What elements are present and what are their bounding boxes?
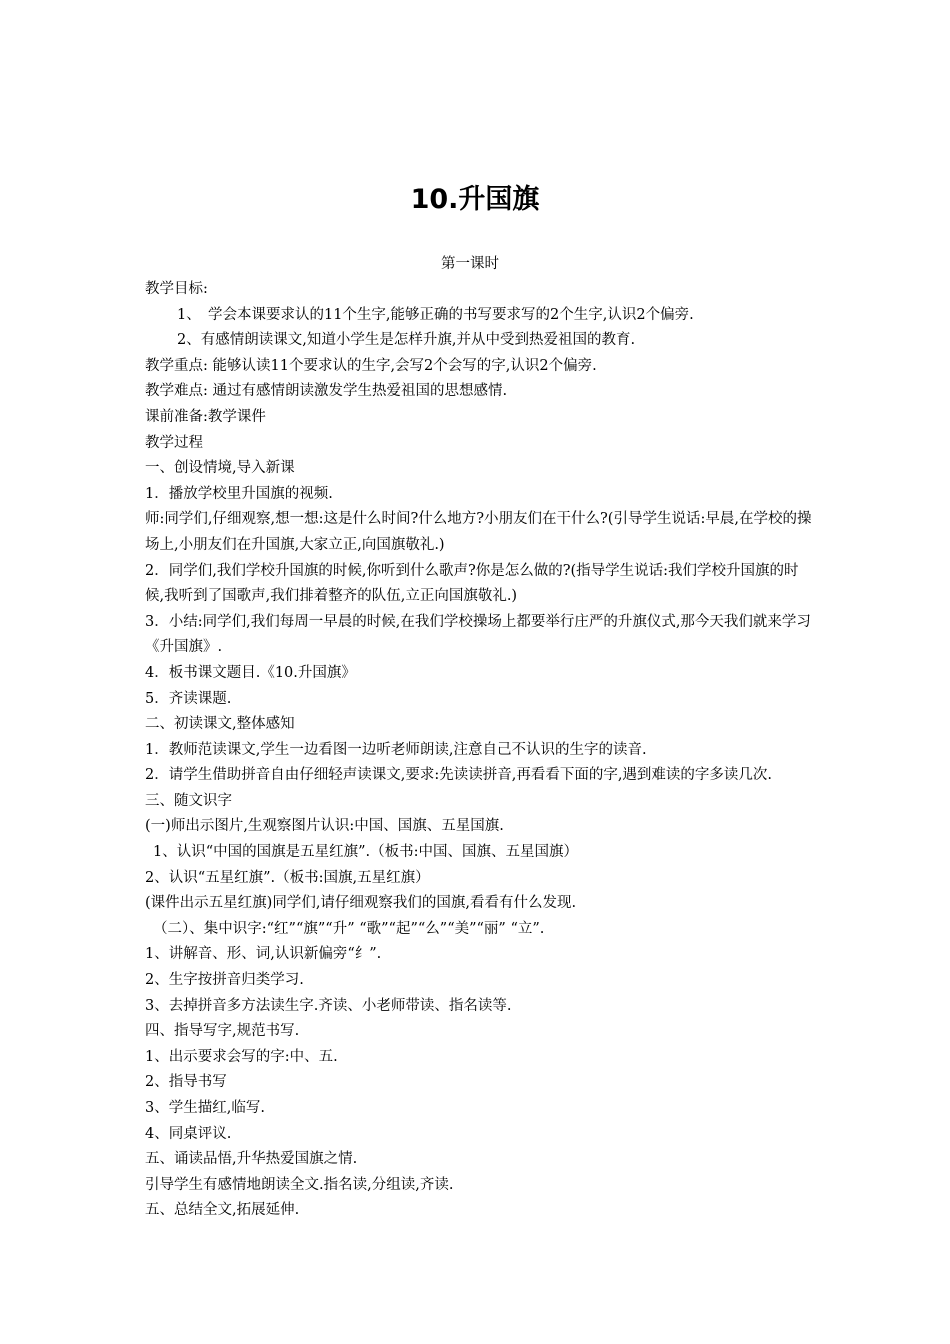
paragraph: (一)师出示图片,生观察图片认识:中国、国旗、五星国旗. (145, 818, 504, 835)
paragraph: (课件出示五星红旗)同学们,请仔细观察我们的国旗,看看有什么发现. (145, 895, 577, 912)
paragraph: 3．小结:同学们,我们每周一早晨的时候,在我们学校操场上都要举行庄严的升旗仪式,那今天我们就来学习《升国旗》. (145, 613, 811, 656)
paragraph: 教学过程 (145, 434, 203, 451)
paragraph: 1、 学会本课要求认的11个生字,能够正确的书写要求写的2个生字,认识2个偏旁. (177, 306, 694, 323)
paragraph: 1、认识“中国的国旗是五星红旗”.（板书:中国、国旗、五星国旗） (153, 844, 579, 861)
paragraph: 1、讲解音、形、词,认识新偏旁“纟”. (145, 946, 382, 963)
paragraph: 2、指导书写 (145, 1074, 227, 1091)
paragraph: 4．板书课文题目.《10.升国旗》 (145, 664, 356, 681)
section-heading: 一、创设情境,导入新课 (145, 460, 295, 477)
lesson-period-subtitle: 第一课时 (441, 256, 499, 272)
paragraph: 3、去掉拼音多方法读生字.齐读、小老师带读、指名读等. (145, 997, 512, 1014)
paragraph: 2、生字按拼音归类学习. (145, 972, 304, 989)
paragraph: 师:同学们,仔细观察,想一想:这是什么时间?什么地方?小朋友们在干什么?(引导学生说话:早晨,在学校的操场上,小朋友们在升国旗,大家立正,向国旗敬礼.) (145, 511, 812, 553)
paragraph: 4、同桌评议. (145, 1125, 232, 1142)
paragraph: 教学目标: (145, 281, 208, 297)
section-heading: 二、初读课文,整体感知 (145, 716, 295, 733)
paragraph: 2．同学们,我们学校升国旗的时候,你听到什么歌声?你是怎么做的?(指导学生说话:我们学校升国旗的时候,我听到了国歌声,我们排着整齐的队伍,立正向国旗敬礼.) (145, 562, 799, 605)
paragraph: 1．播放学校里升国旗的视频. (145, 485, 333, 502)
paragraph: 5．齐读课题. (145, 690, 232, 707)
paragraph: 2、认识“五星红旗”.（板书:国旗,五星红旗） (145, 869, 430, 886)
paragraph: 1．教师范读课文,学生一边看图一边听老师朗读,注意自己不认识的生字的读音. (145, 741, 647, 758)
paragraph: （二）、集中识字:“红”“旗”“升” “歌”“起”“么”“美”“丽” “立”. (153, 920, 545, 937)
section-heading: 五、总结全文,拓展延伸. (145, 1202, 300, 1219)
section-heading: 五、诵读品悟,升华热爱国旗之情. (145, 1151, 358, 1168)
paragraph: 3、学生描红,临写. (145, 1100, 265, 1116)
paragraph: 引导学生有感情地朗读全文.指名读,分组读,齐读. (145, 1176, 454, 1193)
lesson-plan-body (145, 277, 813, 1224)
paragraph: 2、有感情朗读课文,知道小学生是怎样升旗,并从中受到热爱祖国的教育. (177, 332, 636, 349)
paragraph: 课前准备:教学课件 (145, 408, 266, 425)
paragraph: 1、出示要求会写的字:中、五. (145, 1048, 338, 1065)
paragraph: 2．请学生借助拼音自由仔细轻声读课文,要求:先读读拼音,再看看下面的字,遇到难读的字多读几次. (145, 767, 773, 784)
section-heading: 三、随文识字 (145, 792, 232, 809)
page-title: 10.升国旗 (410, 184, 540, 215)
paragraph: 教学难点: 通过有感情朗读激发学生热爱祖国的思想感情. (145, 383, 508, 400)
section-heading: 四、指导写字,规范书写. (145, 1023, 300, 1040)
paragraph: 教学重点: 能够认读11个要求认的生字,会写2个会写的字,认识2个偏旁. (145, 357, 597, 374)
